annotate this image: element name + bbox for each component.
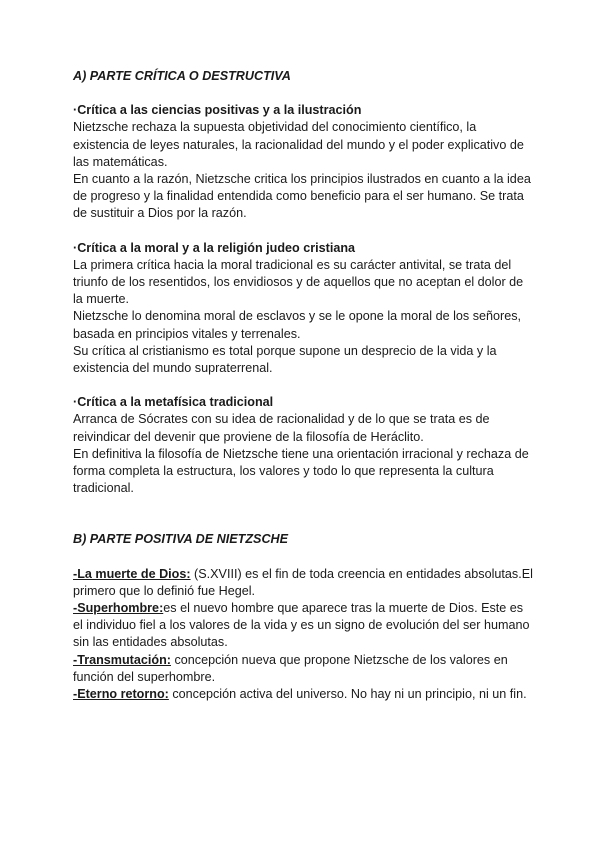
term-superhombre: -Superhombre: bbox=[73, 601, 164, 616]
term-definition: es el nuevo hombre que aparece tras la muerte de Dios. Este es el individuo fiel a los valores de la vida y es un signo de evolución del ser humano sin las entidades absolutas. bbox=[73, 601, 530, 650]
paragraph: Arranca de Sócrates con su idea de racionalidad y de lo que se trata es de reivindicar del devenir que proviene de la filosofía de Heráclito. bbox=[73, 412, 490, 444]
paragraph: Nietzsche rechaza la supuesta objetividad del conocimiento científico, la existencia de leyes naturales, la racionalidad del mundo y el poder explicativo de las matemáticas. bbox=[73, 120, 524, 169]
part-b-title: B) PARTE POSITIVA DE NIETZSCHE bbox=[73, 532, 289, 547]
list-item bbox=[73, 652, 533, 686]
list-item bbox=[73, 686, 533, 703]
paragraph: Su crítica al cristianismo es total porque supone un desprecio de la vida y la existencia del mundo supraterrenal. bbox=[73, 343, 497, 376]
section-heading-ciencias: ·Crítica a las ciencias positivas y a la ilustración bbox=[73, 103, 362, 118]
section-heading-metafisica: ·Crítica a la metafísica tradicional bbox=[73, 395, 274, 410]
paragraph: En definitiva la filosofía de Nietzsche tiene una orientación irracional y rechaza de forma completa la estructura, los valores y todo lo que representa la cultura tradicional. bbox=[73, 446, 529, 496]
list-item bbox=[73, 566, 533, 600]
paragraph: En cuanto a la razón, Nietzsche critica los principios ilustrados en cuanto a la idea de progreso y la finalidad entendida como beneficio para el ser humano. Se trata de sustituir a Dios por la razón. bbox=[73, 172, 531, 221]
part-a-title: A) PARTE CRÍTICA O DESTRUCTIVA bbox=[73, 69, 291, 83]
term-transmutacion: -Transmutación: bbox=[73, 652, 171, 667]
term-eterno-retorno: -Eterno retorno: bbox=[73, 687, 169, 702]
term-definition: concepción nueva que propone Nietzsche de los valores en función del superhombre. bbox=[73, 652, 508, 684]
paragraph: Nietzsche lo denomina moral de esclavos y se le opone la moral de los señores, basada en principios vitales y terrenales. bbox=[73, 309, 522, 341]
list-item bbox=[73, 600, 533, 652]
paragraph: La primera crítica hacia la moral tradicional es su carácter antivital, se trata del triunfo de los resentidos, los envidiosos y de aquellos que no aceptan el dolor de la muerte. bbox=[73, 257, 524, 307]
term-definition: concepción activa del universo. No hay ni un principio, ni un fin. bbox=[168, 687, 527, 702]
section-heading-moral: ·Crítica a la moral y a la religión judeo cristiana bbox=[73, 240, 356, 255]
document-page bbox=[73, 68, 533, 703]
term-muerte-de-dios: -La muerte de Dios: bbox=[73, 566, 191, 581]
term-definition: (S.XVIII) es el fin de toda creencia en entidades absolutas.El primero que lo definió fue Hegel. bbox=[73, 566, 533, 598]
